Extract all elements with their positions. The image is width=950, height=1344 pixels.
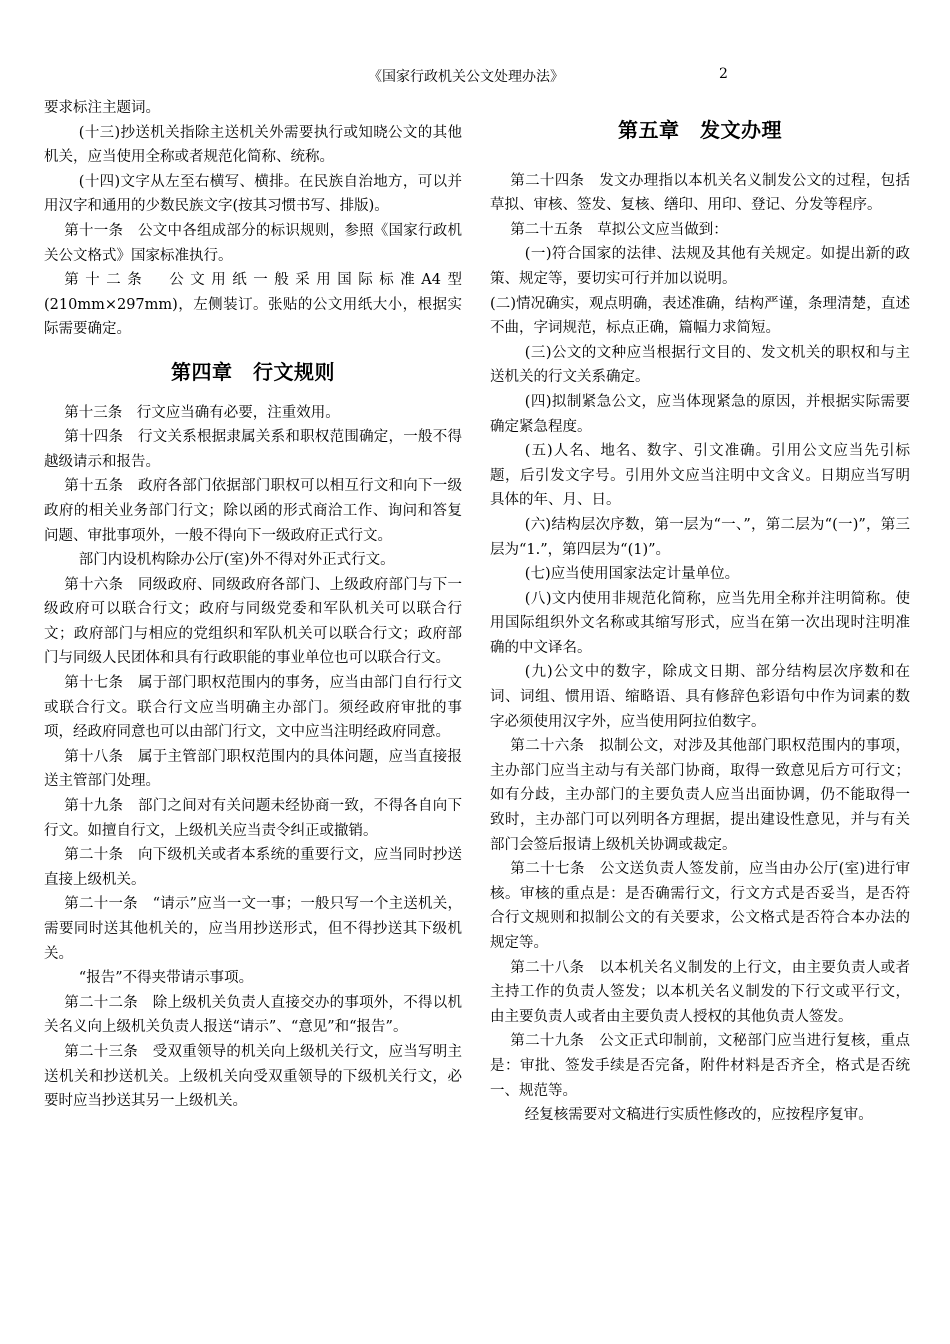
article-29: 第二十九条 公文正式印制前，文秘部门应当进行复核，重点是：审批、签发手续是否完备，附件材料是否齐全，格式是否统一、规范等。 <box>490 1033 910 1099</box>
article-17: 第十七条 属于部门职权范围内的事务，应当由部门自行行文或联合行文。联合行文应当明确主办部门。须经政府审批的事项，经政府同意也可以由部门行文，文中应当注明经政府同意。 <box>44 675 462 741</box>
list-item: (九)公文中的数字，除成文日期、部分结构层次序数和在词、词组、惯用语、缩略语、具有修辞色彩语句中作为词素的数字必须使用汉字外，应当使用阿拉伯数字。 <box>490 664 910 730</box>
article-20: 第二十条 向下级机关或者本系统的重要行文，应当同时抄送直接上级机关。 <box>44 847 462 888</box>
paragraph: 要求标注主题词。 <box>44 100 160 116</box>
article-23: 第二十三条 受双重领导的机关向上级机关行文，应当写明主送机关和抄送机关。上级机关向受双重领导的下级机关行文，必要时应当抄送其另一上级机关。 <box>44 1043 462 1110</box>
article-15: 第十五条 政府各部门依据部门职权可以相互行文和向下一级政府的相关业务部门行文；除以函的形式商洽工作、询问和答复问题、审批事项外，一般不得向下一级政府正式行文。 <box>44 478 462 544</box>
article-28: 第二十八条 以本机关名义制发的上行文，由主要负责人或者主持工作的负责人签发；以本机关名义制发的下行文或平行文，由主要负责人或者由主要负责人授权的其他负责人签发。 <box>490 959 910 1025</box>
article-14: 第十四条 行文关系根据隶属关系和职权范围确定，一般不得越级请示和报告。 <box>44 429 462 470</box>
paragraph: “报告”不得夹带请示事项。 <box>78 970 254 987</box>
article-24: 第二十四条 发文办理指以本机关名义制发公文的过程，包括草拟、审核、签发、复核、缮印、用印、登记、分发等程序。 <box>490 172 910 214</box>
list-item: (五)人名、地名、数字、引文准确。引用公文应当先引标题，后引发文字号。引用外文应当注明中文含义。日期应当写明具体的年、月、日。 <box>490 443 910 509</box>
article-27: 第二十七条 公文送负责人签发前，应当由办公厅(室)进行审核。审核的重点是：是否确需行文，行文方式是否妥当，是否符合行文规则和拟制公文的有关要求，公文格式是否符合本办法的规定等。 <box>490 861 910 951</box>
chapter-5-heading: 第五章 发文办理 <box>618 118 782 142</box>
article-19: 第十九条 部门之间对有关问题未经协商一致，不得各自向下行文。如擅自行文，上级机关应当责令纠正或撤销。 <box>44 798 462 839</box>
article-13: 第十三条 行文应当确有必要，注重效用。 <box>64 404 340 421</box>
list-item: (六)结构层次序数，第一层为“一、”，第二层为“(一)”，第三层为“1.”，第四层为“(1)”。 <box>490 516 910 558</box>
article-16: 第十六条 同级政府、同级政府各部门、上级政府部门与下一级政府可以联合行文；政府与同级党委和军队机关可以联合行文；政府部门与相应的党组织和军队机关可以联合行文；政府部门与同级人民团体和具有行政职能的事业单位也可以联合行文。 <box>44 576 462 667</box>
page-number: 2 <box>719 66 728 82</box>
right-column <box>490 118 910 1128</box>
document-title: 《国家行政机关公文处理办法》 <box>368 69 564 85</box>
paragraph: 部门内设机构除办公厅(室)外不得对外正式行文。 <box>78 552 395 569</box>
list-item: (四)拟制紧急公文，应当体现紧急的原因，并根据实际需要确定紧急程度。 <box>490 393 910 435</box>
paragraph: (十四)文字从左至右横写、横排。在民族自治地方，可以并用汉字和通用的少数民族文字(按其习惯书写、排版)。 <box>44 173 462 215</box>
list-item: (一)符合国家的法律、法规及其他有关规定。如提出新的政策、规定等，要切实可行并加以说明。 <box>490 246 910 287</box>
left-column <box>44 96 462 1114</box>
article-26: 第二十六条 拟制公文，对涉及其他部门职权范围内的事项，主办部门应当主动与有关部门协商，取得一致意见后方可行文；如有分歧，主办部门的主要负责人应当出面协调，仍不能取得一致时，主办部门可以列明各方理据，提出建设性意见，并与有关部门会签后报请上级机关协调或裁定。 <box>490 738 910 853</box>
paragraph: (十三)抄送机关指除主送机关外需要执行或知晓公文的其他机关，应当使用全称或者规范化简称、统称。 <box>44 124 462 166</box>
list-item: (七)应当使用国家法定计量单位。 <box>524 566 740 583</box>
list-item: (三)公文的文种应当根据行文目的、发文机关的职权和与主送机关的行文关系确定。 <box>490 344 910 386</box>
list-item: (二)情况确实，观点明确，表述准确，结构严谨，条理清楚，直述不曲，字词规范，标点正确，篇幅力求简短。 <box>490 295 910 337</box>
article-22: 第二十二条 除上级机关负责人直接交办的事项外，不得以机关名义向上级机关负责人报送“请示”、“意见”和“报告”。 <box>44 994 462 1036</box>
article-18: 第十八条 属于主管部门职权范围内的具体问题，应当直接报送主管部门处理。 <box>44 748 462 790</box>
article-12: 第十二条 公文用纸一般采用国际标准A4型(210mm×297mm)，左侧装订。张贴的公文用纸大小，根据实际需要确定。 <box>44 272 462 338</box>
article-11: 第十一条 公文中各组成部分的标识规则，参照《国家行政机关公文格式》国家标准执行。 <box>44 222 462 264</box>
article-21: 第二十一条 “请示”应当一文一事；一般只写一个主送机关，需要同时送其他机关的，应当用抄送形式，但不得抄送其下级机关。 <box>44 896 462 962</box>
chapter-4-heading: 第四章 行文规则 <box>171 359 335 384</box>
article-25: 第二十五条 草拟公文应当做到： <box>510 221 728 238</box>
page-header <box>0 66 950 86</box>
list-item: (八)文内使用非规范化简称，应当先用全称并注明简称。使用国际组织外文名称或其缩写形式，应当在第一次出现时注明准确的中文译名。 <box>490 590 910 656</box>
paragraph: 经复核需要对文稿进行实质性修改的，应按程序复审。 <box>524 1107 873 1124</box>
